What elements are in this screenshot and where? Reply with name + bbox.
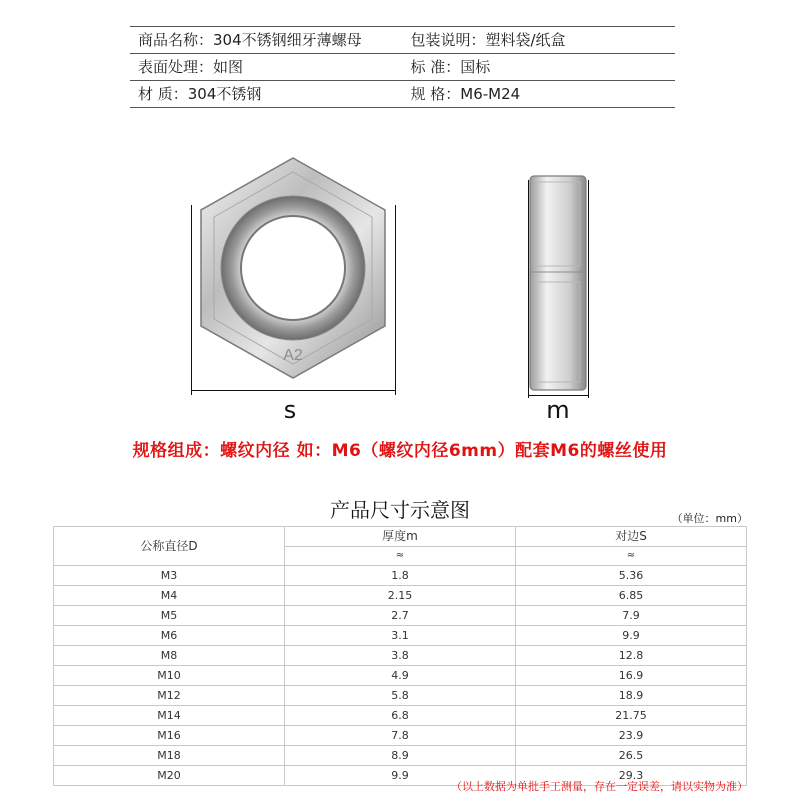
dimension-label-s: s [283,396,297,424]
header-width-label: 对边S [516,527,746,547]
table-header-row [53,527,747,566]
dimension-tick-left [191,205,192,395]
cell-width: 18.9 [515,686,747,705]
spec-row [130,81,675,108]
cell-width: 29.3 [515,766,747,785]
dimension-label-m: m [546,396,570,424]
cell-diameter: M6 [53,626,284,645]
cell-thickness: 3.8 [284,646,515,665]
table-row [53,646,747,666]
cell-diameter: M20 [53,766,284,785]
cell-diameter: M4 [53,586,284,605]
cell-width: 23.9 [515,726,747,745]
cell-diameter: M3 [53,566,284,585]
cell-width: 7.9 [515,606,747,625]
cell-thickness: 6.8 [284,706,515,725]
spec-standard: 标 准：国标 [410,58,491,76]
nut-marking: A2 [283,347,303,364]
header-thickness [284,527,515,565]
cell-width: 9.9 [515,626,747,645]
unit-label: （单位：mm） [671,512,748,525]
dimension-line-s [191,390,395,391]
table-row [53,726,747,746]
cell-thickness: 3.1 [284,626,515,645]
spec-row [130,27,675,54]
cell-width: 12.8 [515,646,747,665]
cell-thickness: 4.9 [284,666,515,685]
header-nominal-diameter: 公称直径D [53,527,284,565]
cell-width: 6.85 [515,586,747,605]
cell-thickness: 2.7 [284,606,515,625]
hex-nut-side-photo [528,172,588,394]
table-row [53,566,747,586]
measurement-disclaimer: （以上数据为单批手工测量，存在一定误差，请以实物为准） [451,780,748,793]
cell-diameter: M10 [53,666,284,685]
cell-diameter: M18 [53,746,284,765]
table-row [53,586,747,606]
header-thickness-approx: ≈ [395,550,405,561]
dimension-tick-m-left [528,180,529,398]
spec-product-name: 商品名称：304不锈钢细牙薄螺母 [138,31,362,49]
cell-diameter: M5 [53,606,284,625]
hex-nut-front-photo [188,150,398,390]
table-row [53,606,747,626]
cell-width: 16.9 [515,666,747,685]
cell-thickness: 2.15 [284,586,515,605]
cell-width: 21.75 [515,706,747,725]
cell-thickness: 1.8 [284,566,515,585]
table-row [53,706,747,726]
spec-material: 材 质：304不锈钢 [138,85,262,103]
cell-thickness: 7.8 [284,726,515,745]
size-composition-note: 规格组成：螺纹内径 如：M6（螺纹内径6mm）配套M6的螺丝使用 [132,441,668,461]
table-row [53,626,747,646]
cell-thickness: 9.9 [284,766,515,785]
header-width-approx: ≈ [626,550,636,561]
cell-diameter: M12 [53,686,284,705]
spec-size-range: 规 格：M6-M24 [410,85,521,103]
table-row [53,746,747,766]
cell-thickness: 5.8 [284,686,515,705]
table-row [53,666,747,686]
header-thickness-label: 厚度m [285,527,515,547]
spec-surface: 表面处理：如图 [138,58,244,76]
table-row [53,686,747,706]
spec-row [130,54,675,81]
spec-table [130,26,675,108]
dimension-tick-right [395,205,396,395]
cell-width: 5.36 [515,566,747,585]
header-width-across-flats [515,527,747,565]
cell-diameter: M14 [53,706,284,725]
dimension-tick-m-right [588,180,589,398]
size-table [53,526,747,786]
cell-width: 26.5 [515,746,747,765]
cell-diameter: M16 [53,726,284,745]
size-table-title: 产品尺寸示意图 [330,498,470,522]
spec-packaging: 包装说明：塑料袋/纸盒 [410,31,566,49]
cell-diameter: M8 [53,646,284,665]
cell-thickness: 8.9 [284,746,515,765]
